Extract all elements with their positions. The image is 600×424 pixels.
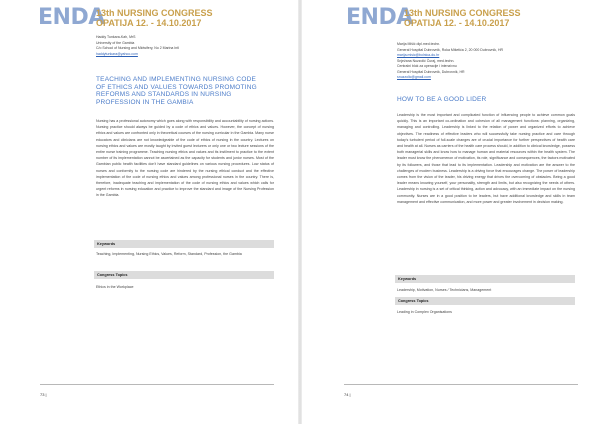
keywords-label: Keywords xyxy=(94,240,274,248)
congress-heading xyxy=(96,8,213,28)
congress-dates: OPATIJA 12. - 14.10.2017 xyxy=(404,18,510,28)
congress-topics-value: Leading in Complex Organisations xyxy=(397,310,452,314)
enda-logo: ENDA xyxy=(346,5,413,30)
author-email-link[interactable]: marija.misic@bolnica-du.hr xyxy=(397,53,440,57)
author-line: Centralni blok za operacije i intenzivnu xyxy=(397,64,457,68)
author-line: General Hospital Dubrovnik, Dubrovnik, HR xyxy=(397,69,465,74)
congress-dates: OPATIJA 12. - 14.10.2017 xyxy=(96,18,202,28)
abstract-title: HOW TO BE A GOOD LIDER xyxy=(397,96,487,103)
author-line: Marija Mišić dipl.med.techn. xyxy=(397,42,441,46)
author-email-link[interactable]: haddytunkara@yahoo.com xyxy=(96,51,138,56)
congress-topics-value: Ethics in the Workplace xyxy=(96,285,134,289)
author-line: University of the Gambia xyxy=(96,40,135,45)
author-line: Snježana Nuzzolić Čuraj, med.techn. xyxy=(397,58,455,63)
author-line: General Hospital Dubrovnik, Roka Mišetića 2, 20 000 Dubrovnik, HR xyxy=(397,47,504,52)
congress-title: 13th NURSING CONGRESS xyxy=(404,8,521,18)
congress-title: 13th NURSING CONGRESS xyxy=(96,8,213,18)
congress-topics-label: Congress Topics xyxy=(94,271,274,279)
abstract-body: Nursing has a professional autonomy which goes along with responsibility and accountability of nursing actions. Nursing practice should always be guided by a code of ethics and values. However, the concept of nursing ethics and values are confronted only in theoretical courses of the nursing curricular in the Gambia. Many nurse educators and clinicians are not knowledgeable of the code of ethics of nursing in the country. Lectures on nursing ethics and values are mostly taught by invited guest lecturers or only one or two lecture sessions of the entire nurse training programme. Teaching nursing ethics and values and its instilment to practice to the extent number of its implementation cannot be ascertained as the capacity for students and junior nurses. Most of the Gambian public health facilities don't have standard guidelines on various nursing procedures. Low status of nurses and conformity to the nursing code are hindered by the nursing ethical conduct and the effective implementation of the code of nursing ethics and values among professional nurses in the country. There is, therefore, inadequate teaching and implementation of the code of nursing ethics and values which calls for urgent reforms in nursing education and practice to improve the standard and image of the Nursing Profession in the Gambia. xyxy=(96,119,274,198)
keywords-label: Keywords xyxy=(395,275,575,283)
abstract-title: TEACHING AND IMPLEMENTING NURSING CODE OF ETHICS AND VALUES TOWARDS PROMOTING REFORMS AND STANDARDS IN NURSING PROFESSION IN THE GAMBIA xyxy=(96,76,257,106)
author-email-link[interactable]: snuzzolic@gmail.com xyxy=(397,75,431,79)
author-block xyxy=(397,42,577,81)
author-line: Haddy Tunkara-Kah, MrS xyxy=(96,35,136,39)
keywords-value: Leadership, Motivation, Nurses / Technicians, Management xyxy=(397,288,492,292)
congress-topics-label: Congress Topics xyxy=(395,297,575,305)
congress-heading xyxy=(404,8,521,28)
author-block xyxy=(96,35,276,57)
keywords-value: Teaching, Implementing, Nursing Ethics, Values, Reform, Standard, Profession, the Gambia xyxy=(96,252,242,256)
page-number: 74 | xyxy=(344,392,351,397)
footer-rule xyxy=(344,384,578,385)
footer-rule xyxy=(40,384,274,385)
author-line: C/o School of Nursing and Midwifery, No 2 Marina Intl xyxy=(96,46,179,50)
page-number: 73 | xyxy=(40,392,47,397)
page-right xyxy=(300,0,600,424)
abstract-body: Leadership is the most important and complicated function of influencing people to achieve common goals quickly. This is an important co-ordination and cohesion of all management functions: planning, organizing, managing and controlling. Leadership is linked to the relation of power and organized efforts to achieve objectives. The readiness of effective leaders who will successfully take nursing practice and care through today's turbulent period of full-scale changes are of crucial importance for further perspectives of health care and health at all. Nurses as carriers of the health care process should, in addition to clinical knowledge, possess both managerial skills and know how to manage human and material resources within the health system. The leader must know the phenomenon of motivation, its role, significance and consequences, the factors motivated by its followers, and those that lead to its implementation. Leadership and motivation are the answer to the challenges of modern business. Leadership is a driving force that encourages change. The power of leadership comes from the vision of the leader, his driving energy that drives the overcoming of obstacles. Being a good leader means knowing yourself, your personality, strength and limits, but also recognizing the needs of others. Leadership in nursing is a set of critical thinking, action and advocacy, with an immediate impact on the nursing community. Nurses are in a good position to be leaders, but have additional knowledge and skills in team management and effective communication, and more power and greater involvement in decision making. xyxy=(397,113,575,204)
enda-logo: ENDA xyxy=(38,5,105,30)
